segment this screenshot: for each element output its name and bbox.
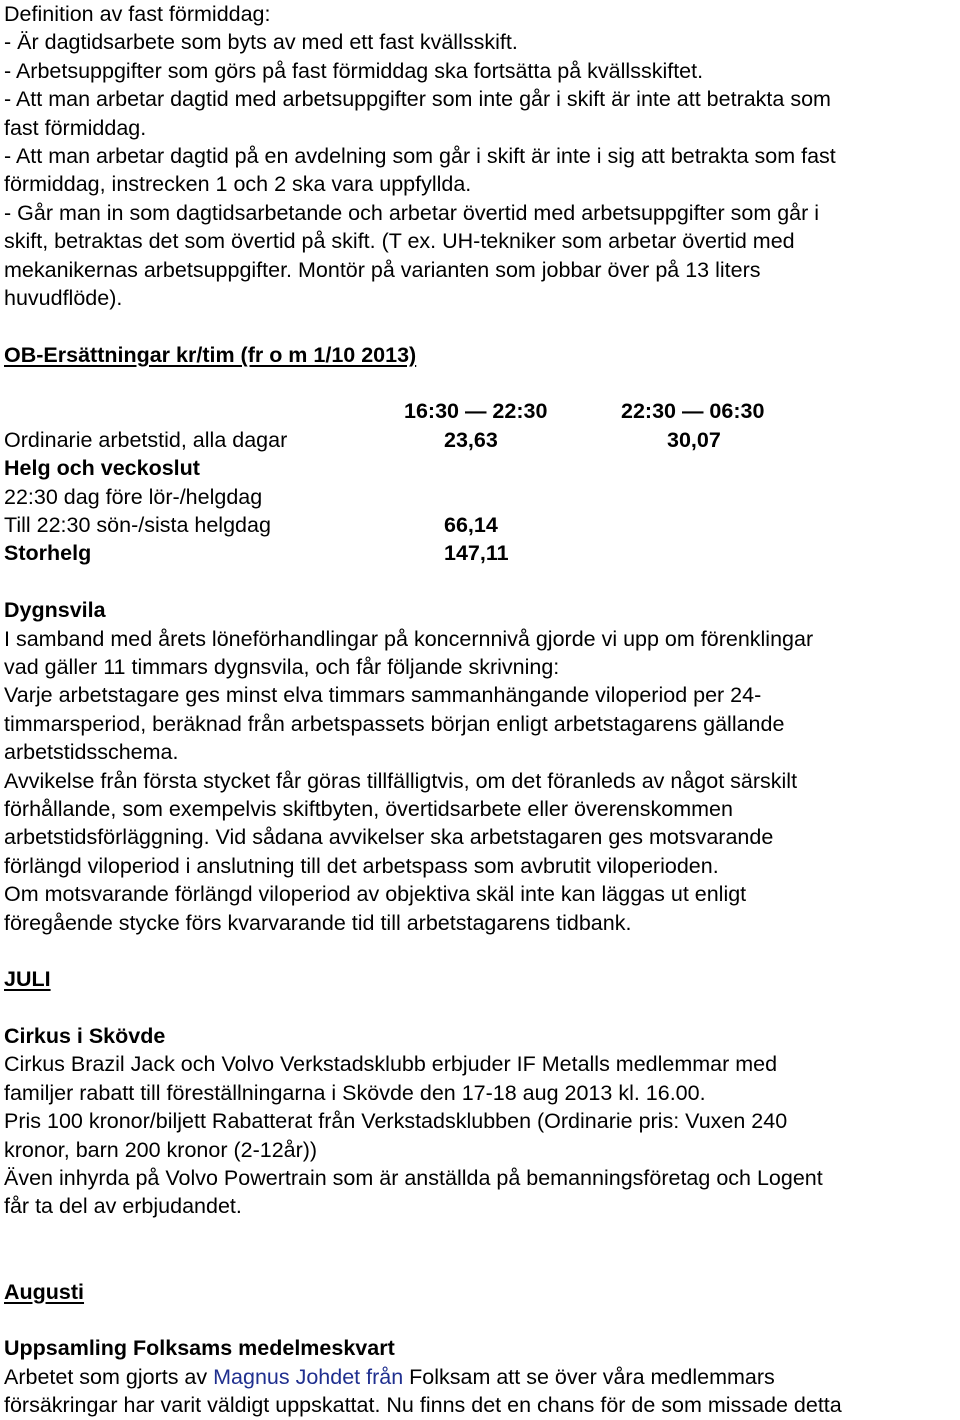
juli-line: Pris 100 kronor/biljett Rabatterat från Verkstadsklubben (Ordinarie pris: Vuxen 240 — [4, 1109, 788, 1134]
ob-row-label: Helg och veckoslut — [4, 456, 200, 481]
definition-line: - Att man arbetar dagtid på en avdelning som går i skift är inte i sig att betrakta som fast — [4, 143, 836, 168]
dygnsvila-line: föregående stycke förs kvarvarande tid till arbetstagarens tidbank. — [4, 910, 632, 935]
ob-row — [4, 483, 958, 511]
ob-row-value1: 23,63 — [444, 427, 498, 452]
ob-row-label: 22:30 dag före lör-/helgdag — [4, 484, 263, 509]
juli-line: familjer rabatt till föreställningarna i Skövde den 17-18 aug 2013 kl. 16.00. — [4, 1080, 706, 1105]
ob-row — [4, 539, 958, 567]
ob-row-value2: 30,07 — [667, 427, 721, 452]
ob-row-label: Ordinarie arbetstid, alla dagar — [4, 427, 288, 452]
ob-row — [4, 454, 958, 482]
definition-line: - Att man arbetar dagtid med arbetsuppgifter som inte går i skift är inte att betrakta som — [4, 87, 831, 112]
ob-col1-header: 16:30 — 22:30 — [404, 399, 548, 424]
author-link[interactable]: Magnus Johdet från — [213, 1364, 404, 1389]
augusti-heading: Augusti — [4, 1279, 85, 1304]
augusti-subheading: Uppsamling Folksams medelmeskvart — [4, 1336, 395, 1361]
dygnsvila-line: arbetstidsschema. — [4, 740, 179, 765]
definition-line: - Är dagtidsarbete som byts av med ett fast kvällsskift. — [4, 30, 518, 55]
ob-heading: OB-Ersättningar kr/tim (fr o m 1/10 2013) — [4, 342, 417, 367]
juli-subheading: Cirkus i Skövde — [4, 1024, 166, 1049]
definition-title: Definition av fast förmiddag: — [4, 2, 271, 26]
augusti-text: Folksam att se över våra medlemmars — [403, 1364, 775, 1389]
juli-line: kronor, barn 200 kronor (2-12år)) — [4, 1137, 318, 1162]
dygnsvila-line: Avvikelse från första stycket får göras tillfälligtvis, om det föranleds av något särskilt — [4, 768, 798, 793]
definition-line: skift, betraktas det som övertid på skift. (T ex. UH-tekniker som arbetar övertid med — [4, 229, 795, 254]
dygnsvila-line: vad gäller 11 timmars dygnsvila, och får följande skrivning: — [4, 654, 560, 679]
ob-row-label: Storhelg — [4, 541, 92, 566]
augusti-text: Arbetet som gjorts av — [4, 1364, 214, 1389]
definition-line: huvudflöde). — [4, 285, 123, 310]
definition-line: förmiddag, instrecken 1 och 2 ska vara uppfyllda. — [4, 172, 472, 197]
definition-line: mekanikernas arbetsuppgifter. Montör på varianten som jobbar över på 13 liters — [4, 257, 761, 282]
dygnsvila-line: Varje arbetstagare ges minst elva timmars sammanhängande viloperiod per 24- — [4, 683, 762, 708]
ob-row — [4, 511, 958, 539]
definition-line: - Arbetsuppgifter som görs på fast förmiddag ska fortsätta på kvällsskiftet. — [4, 58, 704, 83]
dygnsvila-line: I samband med årets löneförhandlingar på koncernnivå gjorde vi upp om förenklingar — [4, 626, 814, 651]
juli-line: får ta del av erbjudandet. — [4, 1194, 242, 1219]
juli-line: Cirkus Brazil Jack och Volvo Verkstadsklubb erbjuder IF Metalls medlemmar med — [4, 1052, 778, 1077]
ob-header-row — [4, 397, 958, 425]
dygnsvila-line: förhållande, som exempelvis skiftbyten, övertidsarbete eller överenskommen — [4, 796, 733, 821]
definition-line: fast förmiddag. — [4, 115, 147, 140]
ob-row-value1: 66,14 — [444, 513, 498, 538]
dygnsvila-line: Om motsvarande förlängd viloperiod av objektiva skäl inte kan läggas ut enligt — [4, 882, 747, 907]
ob-col2-header: 22:30 — 06:30 — [621, 399, 765, 424]
ob-row — [4, 426, 958, 454]
dygnsvila-line: timmarsperiod, beräknad från arbetspassets början enligt arbetstagarens gällande — [4, 711, 785, 736]
ob-row-label: Till 22:30 sön-/sista helgdag — [4, 513, 271, 538]
dygnsvila-line: arbetstidsförläggning. Vid sådana avvikelser ska arbetstagaren ges motsvarande — [4, 825, 774, 850]
dygnsvila-line: förlängd viloperiod i anslutning till det arbetspass som avbrutit viloperioden. — [4, 853, 719, 878]
definition-line: - Går man in som dagtidsarbetande och arbetar övertid med arbetsuppgifter som går i — [4, 200, 820, 225]
augusti-line — [4, 1363, 958, 1391]
juli-line: Även inhyrda på Volvo Powertrain som är anställda på bemanningsföretag och Logent — [4, 1166, 823, 1191]
augusti-line: försäkringar har varit väldigt uppskattat. Nu finns det en chans för de som missade detta — [4, 1393, 842, 1418]
dygnsvila-heading: Dygnsvila — [4, 598, 106, 623]
ob-row-value1: 147,11 — [444, 541, 509, 566]
juli-heading: JULI — [4, 967, 51, 992]
document-page — [4, 0, 958, 1420]
